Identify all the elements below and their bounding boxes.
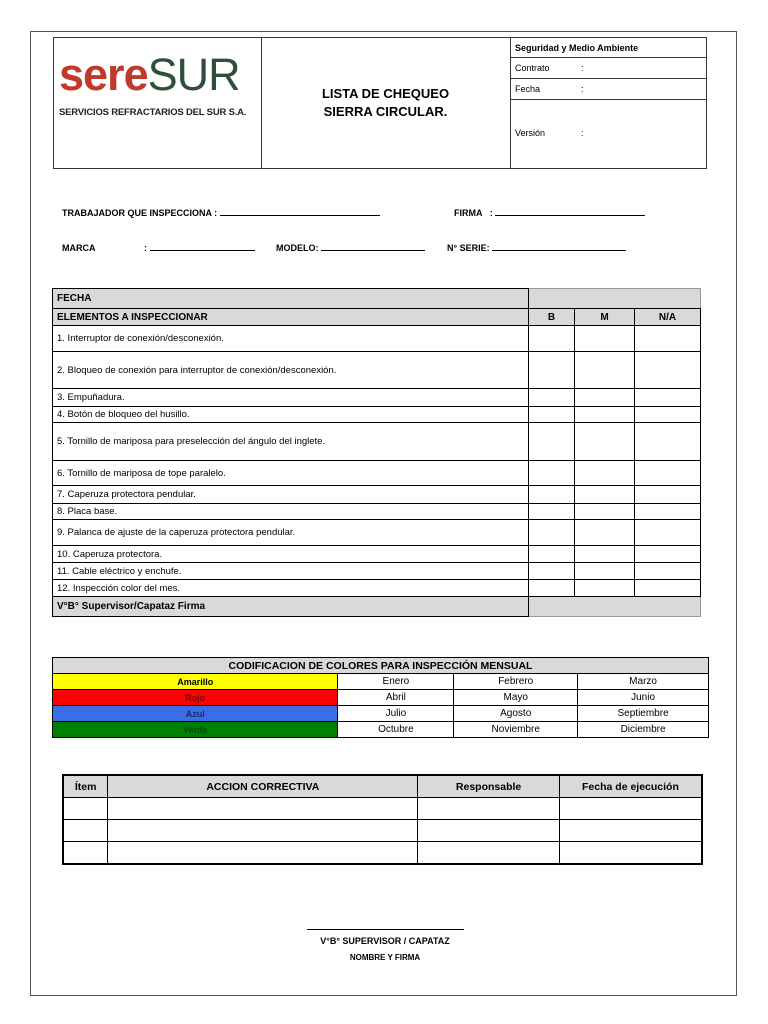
cell-na[interactable] xyxy=(635,563,701,580)
cell-m[interactable] xyxy=(575,563,635,580)
table-row: 10. Caperuza protectora. xyxy=(53,546,701,563)
table-row xyxy=(63,798,702,820)
fecha-label: FECHA xyxy=(53,289,529,309)
table-row: 3. Empuñadura. xyxy=(53,389,701,407)
cell-m[interactable] xyxy=(575,461,635,486)
elements-header: ELEMENTOS A INSPECCIONAR xyxy=(53,309,529,326)
firma-field[interactable]: FIRMA : xyxy=(454,206,645,218)
table-row xyxy=(63,842,702,865)
cell-b[interactable] xyxy=(529,423,575,461)
logo-subtitle: SERVICIOS REFRACTARIOS DEL SUR S.A. xyxy=(59,107,247,118)
cell-na[interactable] xyxy=(635,580,701,597)
col-item-header: Ítem xyxy=(63,775,108,798)
signature-title: V°B° SUPERVISOR / CAPATAZ xyxy=(320,936,450,946)
table-row: 12. Inspección color del mes. xyxy=(53,580,701,597)
meta-version: Versión : xyxy=(515,128,584,138)
cell-m[interactable] xyxy=(575,407,635,423)
color-row: Azul Julio Agosto Septiembre xyxy=(53,706,709,722)
serie-line[interactable] xyxy=(492,241,626,251)
cell-na[interactable] xyxy=(635,461,701,486)
serie-field[interactable]: N° SERIE: xyxy=(447,241,626,253)
corrective-action-table xyxy=(62,774,703,865)
document-title xyxy=(261,38,511,168)
cell-b[interactable] xyxy=(529,546,575,563)
table-row: 4. Botón de bloqueo del husillo. xyxy=(53,407,701,423)
cell-b[interactable] xyxy=(529,407,575,423)
cell-m[interactable] xyxy=(575,486,635,504)
table-row: 6. Tornillo de mariposa de tope paralelo. xyxy=(53,461,701,486)
cell-m[interactable] xyxy=(575,352,635,389)
cell-na[interactable] xyxy=(635,520,701,546)
cell-m[interactable] xyxy=(575,546,635,563)
document-meta xyxy=(510,38,706,168)
cell-na[interactable] xyxy=(635,352,701,389)
table-row: 11. Cable eléctrico y enchufe. xyxy=(53,563,701,580)
col-na-header: N/A xyxy=(635,309,701,326)
cell-m[interactable] xyxy=(575,520,635,546)
trabajador-line[interactable] xyxy=(220,206,380,216)
swatch-azul: Azul xyxy=(53,706,338,722)
checklist-table xyxy=(52,288,701,617)
marca-field[interactable]: MARCA : xyxy=(62,241,255,253)
cell-b[interactable] xyxy=(529,580,575,597)
cell-na[interactable] xyxy=(635,546,701,563)
col-accion-header: ACCION CORRECTIVA xyxy=(108,775,418,798)
cell-b[interactable] xyxy=(529,563,575,580)
meta-title: Seguridad y Medio Ambiente xyxy=(510,38,706,58)
cell-na[interactable] xyxy=(635,407,701,423)
table-row: 8. Placa base. xyxy=(53,504,701,520)
logo-word-part2: SUR xyxy=(147,49,240,100)
signature-subtitle: NOMBRE Y FIRMA xyxy=(349,953,421,962)
cell-m[interactable] xyxy=(575,580,635,597)
document-header xyxy=(53,37,707,169)
cell-m[interactable] xyxy=(575,504,635,520)
signature-line[interactable] xyxy=(307,929,464,930)
title-line-1: LISTA DE CHEQUEO xyxy=(321,86,450,101)
cell-na[interactable] xyxy=(635,389,701,407)
cell-m[interactable] xyxy=(575,389,635,407)
cell-b[interactable] xyxy=(529,504,575,520)
cell-b[interactable] xyxy=(529,326,575,352)
marca-line[interactable] xyxy=(150,241,255,251)
cell-m[interactable] xyxy=(575,326,635,352)
meta-contrato: Contrato : xyxy=(510,58,706,79)
supervisor-label: V°B° Supervisor/Capataz Firma xyxy=(53,597,529,617)
firma-line[interactable] xyxy=(495,206,645,216)
swatch-rojo: Rojo xyxy=(53,690,338,706)
cell-b[interactable] xyxy=(529,461,575,486)
cell-b[interactable] xyxy=(529,520,575,546)
cell-b[interactable] xyxy=(529,486,575,504)
table-row xyxy=(63,820,702,842)
cell-b[interactable] xyxy=(529,389,575,407)
swatch-amarillo: Amarillo xyxy=(53,674,338,690)
table-row: 5. Tornillo de mariposa para preselección del ángulo del inglete. xyxy=(53,423,701,461)
cell-m[interactable] xyxy=(575,423,635,461)
table-row: 2. Bloqueo de conexión para interruptor de conexión/desconexión. xyxy=(53,352,701,389)
cell-na[interactable] xyxy=(635,423,701,461)
trabajador-field[interactable]: TRABAJADOR QUE INSPECCIONA : xyxy=(62,206,380,218)
logo-word xyxy=(59,49,240,100)
color-code-table xyxy=(52,657,709,738)
col-b-header: B xyxy=(529,309,575,326)
logo-word-part1: sere xyxy=(59,49,148,100)
table-row: 1. Interruptor de conexión/desconexión. xyxy=(53,326,701,352)
col-m-header: M xyxy=(575,309,635,326)
modelo-field[interactable]: MODELO: xyxy=(276,241,425,253)
table-row: 9. Palanca de ajuste de la caperuza protectora pendular. xyxy=(53,520,701,546)
title-line-2: SIERRA CIRCULAR. xyxy=(323,104,448,119)
cell-na[interactable] xyxy=(635,326,701,352)
color-row: Amarillo Enero Febrero Marzo xyxy=(53,674,709,690)
swatch-verde: Verde xyxy=(53,722,338,738)
cell-na[interactable] xyxy=(635,486,701,504)
table-row: 7. Caperuza protectora pendular. xyxy=(53,486,701,504)
cell-na[interactable] xyxy=(635,504,701,520)
color-row: Verde Octubre Noviembre Diciembre xyxy=(53,722,709,738)
cell-b[interactable] xyxy=(529,352,575,389)
logo xyxy=(54,38,262,168)
col-fecha-header: Fecha de ejecución xyxy=(559,775,702,798)
supervisor-signature[interactable] xyxy=(529,597,701,617)
color-row: Rojo Abril Mayo Junio xyxy=(53,690,709,706)
color-code-title: CODIFICACION DE COLORES PARA INSPECCIÓN MENSUAL xyxy=(53,658,709,674)
col-responsable-header: Responsable xyxy=(418,775,560,798)
meta-fecha: Fecha : xyxy=(510,79,706,100)
modelo-line[interactable] xyxy=(321,241,425,251)
fecha-value[interactable] xyxy=(529,289,701,309)
